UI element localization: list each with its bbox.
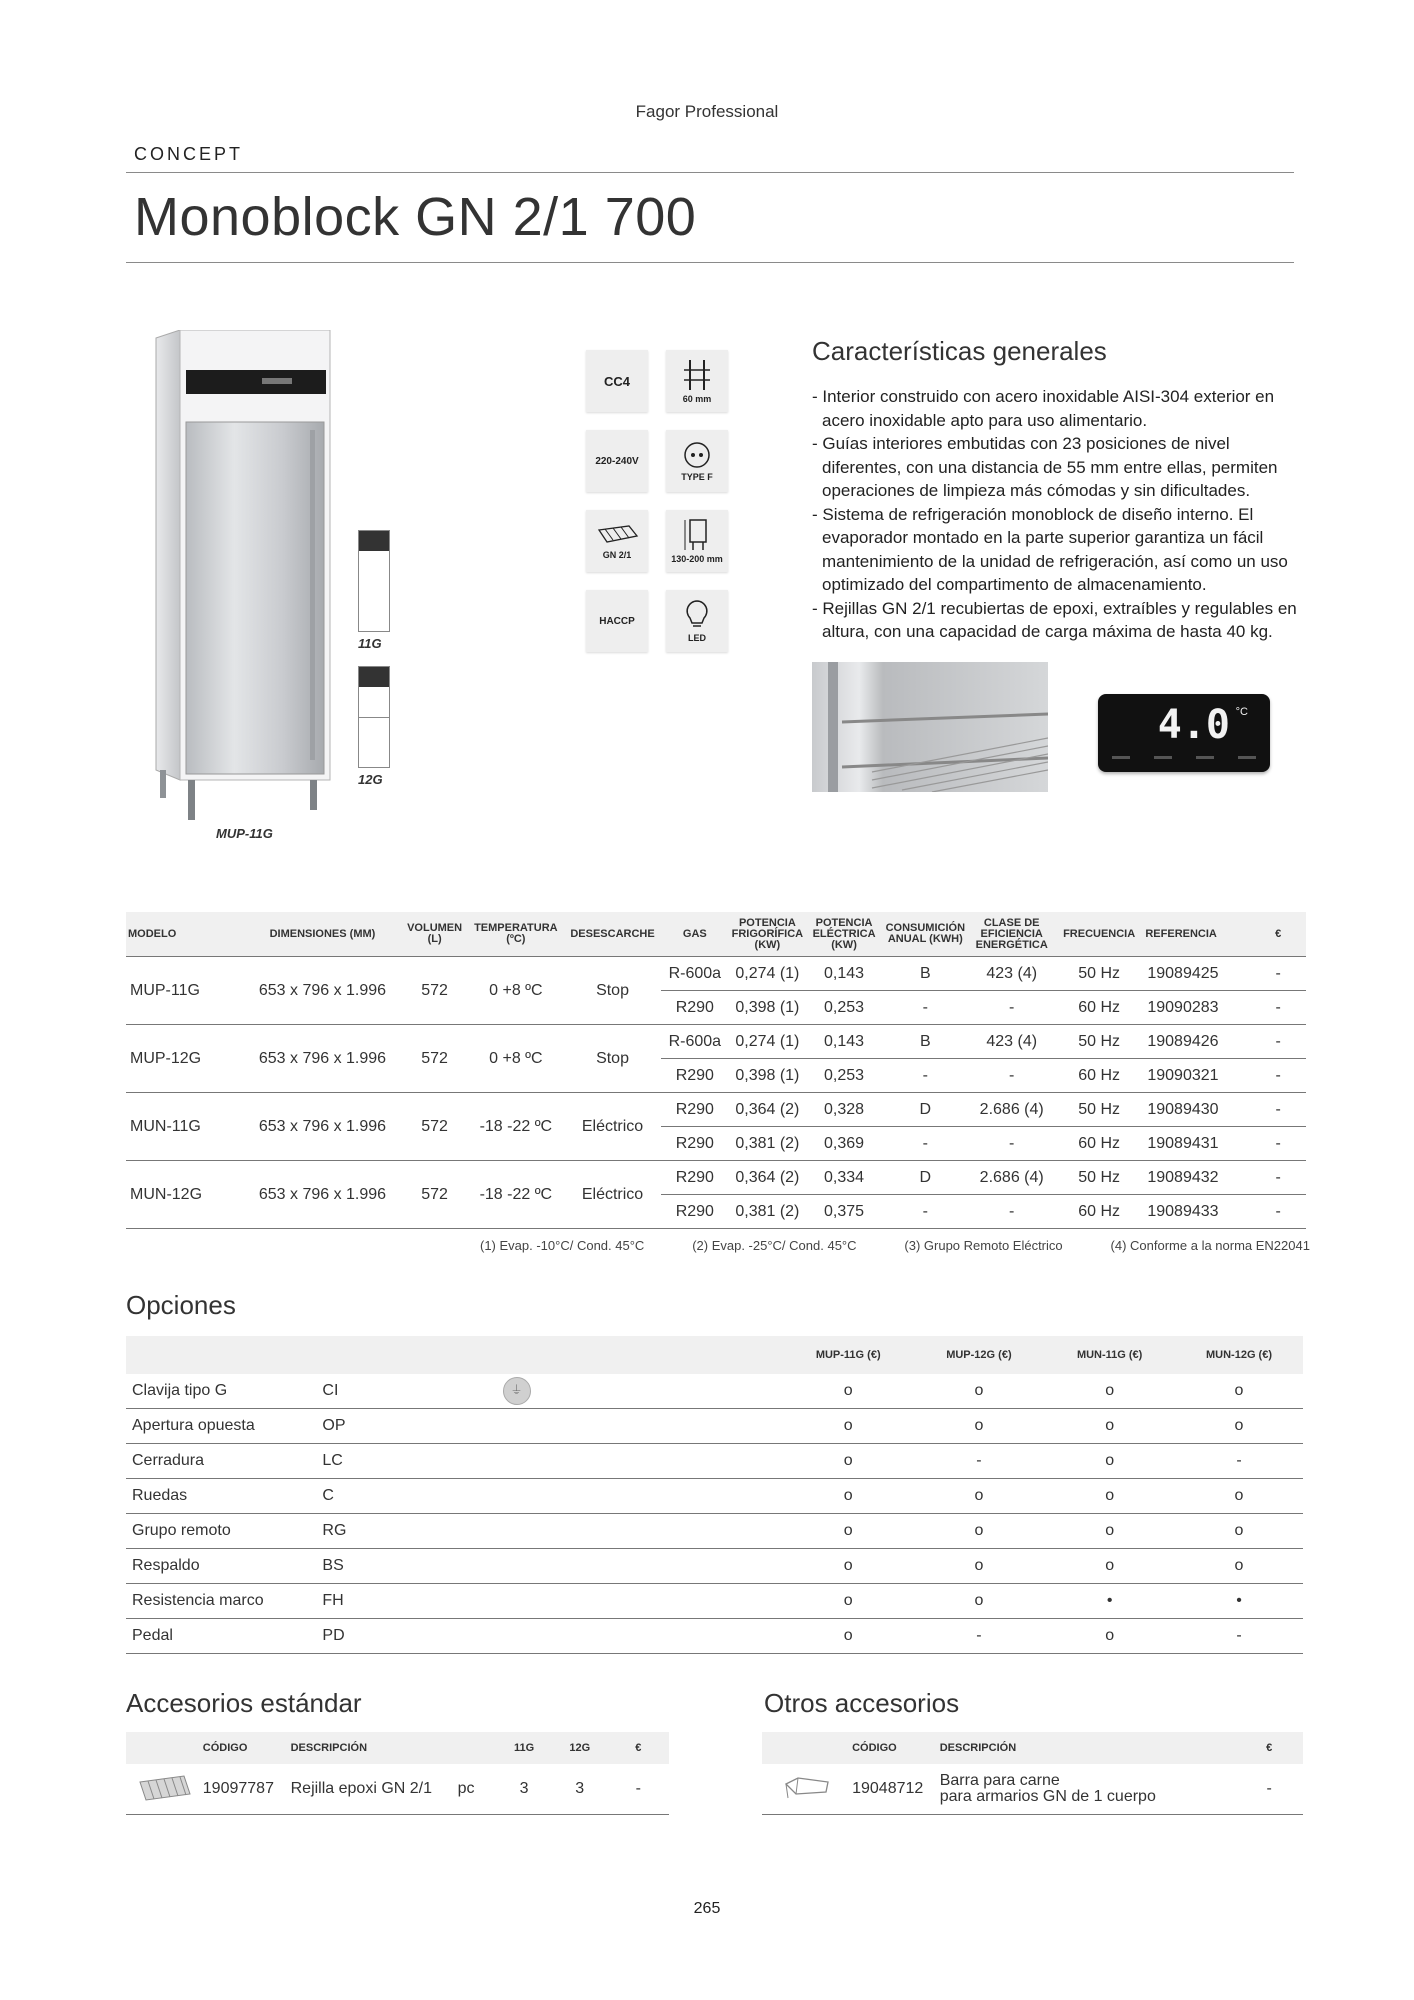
section-label: CONCEPT (134, 144, 244, 164)
col-header: POTENCIA ELÉCTRICA (KW) (806, 912, 882, 957)
col-header: MUN-11G (€) (1044, 1336, 1175, 1374)
col-header: € (608, 1732, 669, 1764)
table-row: Ruedas C o o o o (126, 1479, 1303, 1514)
table-row: Respaldo BS o o o o (126, 1549, 1303, 1584)
page-number: 265 (693, 1900, 721, 1917)
footnote: (1) Evap. -10°C/ Cond. 45°C (480, 1238, 645, 1253)
col-header: CÓDIGO (202, 1732, 290, 1764)
col-header: € (1250, 912, 1306, 957)
feature-item: - Interior construido con acero inoxidable AISI-304 exterior en acero inoxidable apto para uso alimentario. (812, 387, 1275, 430)
table-row: MUN-11G 653 x 796 x 1.996 572 -18 -22 ºC Eléctrico R290 0,364 (2) 0,328 D 2.686 (4) 50 Hz 19089430 - (126, 1093, 1306, 1127)
standard-accessories-table (126, 1732, 669, 1815)
table-row: 19048712 Barra para carne para armarios GN de 1 cuerpo - (762, 1764, 1303, 1815)
col-header: MUN-12G (€) (1175, 1336, 1303, 1374)
display-reading: 4.0 (1157, 702, 1230, 748)
table-row: R290 0,381 (2) 0,375 - - 60 Hz 19089433 - (126, 1195, 1306, 1229)
plug-g-icon: ⏚ (503, 1377, 531, 1405)
display-unit: °C (1235, 706, 1248, 718)
haccp-icon: HACCP (586, 590, 648, 652)
col-header: € (1235, 1732, 1303, 1764)
col-header: MODELO (126, 912, 243, 957)
standard-accessories-title: Accesorios estándar (126, 1688, 362, 1718)
table-row: R290 0,398 (1) 0,253 - - 60 Hz 19090283 - (126, 991, 1306, 1025)
col-header: VOLUMEN (L) (402, 912, 468, 957)
title-divider (126, 262, 1294, 263)
col-header: DESCRIPCIÓN (939, 1732, 1236, 1764)
feature-item: - Rejillas GN 2/1 recubiertas de epoxi, extraíbles y regulables en altura, con una capacidad de carga máxima de hasta 40 kg. (812, 598, 1297, 641)
header-divider (126, 172, 1294, 173)
footnote: (4) Conforme a la norma EN22041 (1110, 1238, 1310, 1253)
feature-item: - Sistema de refrigeración monoblock de diseño interno. El evaporador montado en la parte superior garantiza un fácil mantenimiento de la unidad de refrigeración, así como un uso optimizado del compartimento de almacenamiento. (812, 504, 1288, 594)
table-row: Resistencia marco FH o o • • (126, 1584, 1303, 1619)
table-row: R290 0,381 (2) 0,369 - - 60 Hz 19089431 - (126, 1127, 1306, 1161)
temperature-display (1098, 694, 1270, 772)
table-row: MUP-11G 653 x 796 x 1.996 572 0 +8 ºC Stop R-600a 0,274 (1) 0,143 B 423 (4) 50 Hz 19089425 - (126, 957, 1306, 991)
variant-11g-diagram (358, 530, 390, 632)
col-header: POTENCIA FRIGORÍFICA (KW) (729, 912, 806, 957)
grid-shelf-icon (136, 1789, 192, 1806)
footnote: (2) Evap. -25°C/ Cond. 45°C (692, 1238, 857, 1253)
col-header: FRECUENCIA (1055, 912, 1143, 957)
other-accessories-table (762, 1732, 1303, 1815)
col-header: DESCRIPCIÓN (290, 1732, 457, 1764)
spec-table (126, 912, 1306, 1229)
table-row: MUP-12G 653 x 796 x 1.996 572 0 +8 ºC Stop R-600a 0,274 (1) 0,143 B 423 (4) 50 Hz 19089426 - (126, 1025, 1306, 1059)
variant-12g-label: 12G (358, 772, 383, 787)
table-row: MUN-12G 653 x 796 x 1.996 572 -18 -22 ºC Eléctrico R290 0,364 (2) 0,334 D 2.686 (4) 50 Hz 19089432 - (126, 1161, 1306, 1195)
description-line: para armarios GN de 1 cuerpo (939, 1788, 1156, 1805)
features-list (812, 385, 1302, 644)
cc4-icon: CC4 (586, 350, 648, 412)
feature-item: - Guías interiores embutidas con 23 posiciones de nivel diferentes, con una distancia de 55 mm entre ellas, permiten operaciones de limpieza más cómodas y sin dificultades. (812, 434, 1278, 500)
options-table (126, 1336, 1303, 1654)
col-header: 12G (552, 1732, 608, 1764)
col-header: MUP-11G (€) (783, 1336, 914, 1374)
col-header: GAS (661, 912, 729, 957)
page-title: Monoblock GN 2/1 700 (134, 187, 697, 247)
feet-height-icon: 130-200 mm (666, 510, 728, 572)
other-accessories-title: Otros accesorios (764, 1688, 960, 1718)
product-caption: MUP-11G (216, 826, 273, 841)
table-row: Clavija tipo G CI ⏚ o o o o (126, 1374, 1303, 1409)
col-header: CÓDIGO (851, 1732, 939, 1764)
table-row: 19097787 Rejilla epoxi GN 2/1 pc 3 3 - (126, 1764, 669, 1815)
brand-name: Fagor Professional (635, 102, 779, 121)
features-title: Características generales (812, 336, 1107, 366)
voltage-icon: 220-240V (586, 430, 648, 492)
col-header: CONSUMICIÓN ANUAL (KWH) (882, 912, 968, 957)
spec-footnotes (480, 1238, 1310, 1253)
col-header: REFERENCIA (1143, 912, 1250, 957)
table-row: Apertura opuesta OP o o o o (126, 1409, 1303, 1444)
table-row: Pedal PD o - o - (126, 1619, 1303, 1654)
meat-bar-icon (782, 1789, 832, 1806)
table-row: Grupo remoto RG o o o o (126, 1514, 1303, 1549)
variant-11g-label: 11G (358, 636, 382, 651)
variant-12g-diagram (358, 666, 390, 768)
footnote: (3) Grupo Remoto Eléctrico (904, 1238, 1063, 1253)
product-image (150, 330, 350, 830)
col-header: DESESCARCHE (564, 912, 661, 957)
gn-tray-icon: GN 2/1 (586, 510, 648, 572)
plug-type-f-icon: TYPE F (666, 430, 728, 492)
col-header: DIMENSIONES (MM) (243, 912, 401, 957)
col-header: MUP-12G (€) (914, 1336, 1045, 1374)
shelf-spacing-icon: 60 mm (666, 350, 728, 412)
col-header: TEMPERATURA (ºC) (468, 912, 565, 957)
col-header: 11G (496, 1732, 552, 1764)
led-bulb-icon: LED (666, 590, 728, 652)
col-header: CLASE DE EFICIENCIA ENERGÉTICA (969, 912, 1055, 957)
description-line: Barra para carne (939, 1772, 1060, 1789)
table-row: R290 0,398 (1) 0,253 - - 60 Hz 19090321 - (126, 1059, 1306, 1093)
interior-photo (812, 662, 1048, 792)
table-row: Cerradura LC o - o - (126, 1444, 1303, 1479)
options-title: Opciones (126, 1290, 236, 1320)
